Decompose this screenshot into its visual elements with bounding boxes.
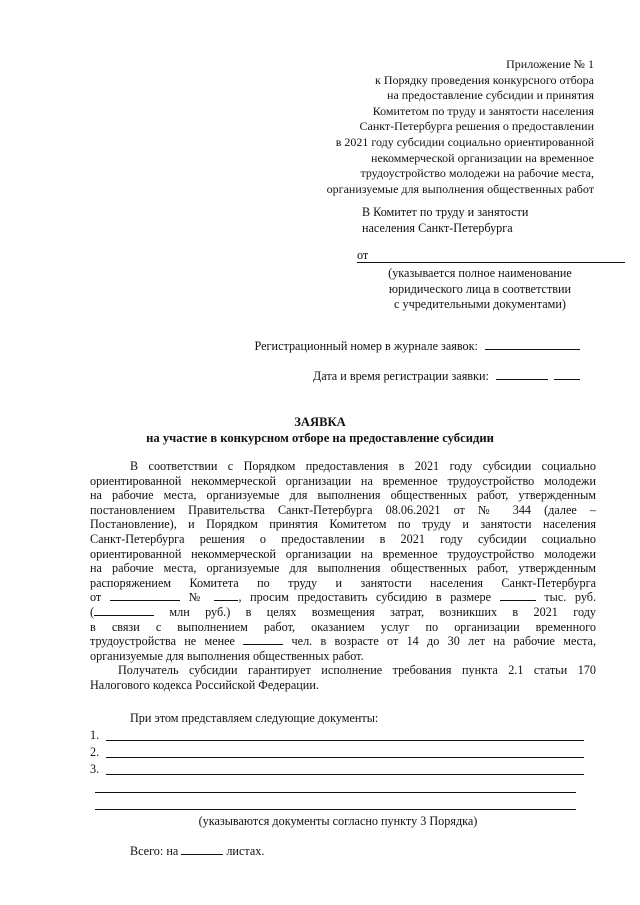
total-suffix: листах. [226,844,265,858]
registration-date-field[interactable] [496,369,548,380]
application-body [90,459,596,693]
document-extra-line[interactable] [95,792,576,793]
total-prefix: Всего: на [130,844,179,858]
document-line-3[interactable] [90,762,584,777]
body-line [90,634,596,649]
body-line: постановлением Правительства Санкт-Петербурга 08.06.2021 от № 344 (далее – [90,502,596,517]
registration-number-label: Регистрационный номер в журнале заявок: [254,339,478,353]
text-from: от [90,590,102,605]
documents-intro: При этом представляем следующие документы: [130,711,379,725]
addressee [362,205,528,236]
from-field[interactable] [357,249,625,263]
registration-time-field[interactable] [554,369,580,380]
note-line: (указывается полное наименование [388,266,572,280]
registration-datetime-label: Дата и время регистрации заявки: [312,369,489,383]
body-line: Постановление), и Порядком принятия Комитетом по труду и занятости населения [90,517,596,532]
from-label: от [357,248,369,262]
header-line: в 2021 году субсидии социально ориентированной [335,134,594,149]
note-line: юридического лица в соответствии [388,281,572,296]
people-count-field[interactable] [243,634,283,645]
document-number: 2. [90,745,100,759]
text-paren: ( [90,604,95,619]
header-line: некоммерческой организации на временное [371,150,594,165]
text-thousand-rub: тыс. руб. [544,590,597,605]
page-subtitle: на участие в конкурсном отборе на предоставление субсидии [146,431,494,445]
document-line-1[interactable] [90,728,584,743]
document-number: 3. [90,762,100,776]
text-million-rub: млн руб.) в целях возмещения затрат, возникших в 2021 году [169,604,596,619]
registration-datetime [313,369,580,384]
header-line: организуемые для выполнения общественных работ [326,181,594,196]
body-line: ориентированной некоммерческой организации на временное трудоустройство молодежи [90,473,596,488]
body-line [90,590,596,605]
body-line: организуемые для выполнения общественных работ. [90,648,364,663]
text-request: , просим предоставить субсидию в размере [238,590,491,605]
body-line: распоряжением Комитета по труду и занятости населения Санкт-Петербурга [90,575,596,590]
header-line: к Порядку проведения конкурсного отбора [375,72,594,87]
body-line: на рабочие места, организуемые для выполнения общественных работ, утвержденным [90,488,596,503]
documents-note: (указываются документы согласно пункту 3 Порядка) [198,814,478,828]
note-line: с учредительными документами) [394,297,566,312]
order-number-field[interactable] [214,590,238,601]
body-line: Санкт-Петербурга решения о предоставлении в 2021 году субсидии социально [90,531,596,546]
document-number: 1. [90,728,100,742]
header-line: на предоставление субсидии и принятия [387,88,594,103]
document-extra-line[interactable] [95,809,576,810]
appendix-header [300,57,594,197]
addressee-line: В Комитет по труду и занятости [362,205,529,219]
body-line: на рабочие места, организуемые для выполнения общественных работ, утвержденным [90,561,596,576]
subsidy-million-field[interactable] [94,605,154,616]
date-field[interactable] [110,590,180,601]
header-line: трудоустройство молодежи на рабочие места, [360,166,594,181]
text-employment: трудоустройства не менее [90,634,235,649]
addressee-line: населения Санкт-Петербурга [362,220,513,235]
document-line-2[interactable] [90,745,584,760]
header-line: Санкт-Петербурга решения о предоставлении [359,119,594,134]
total-sheets [130,844,264,859]
subsidy-thousand-field[interactable] [500,590,536,601]
body-line: ориентированной некоммерческой организации на временное трудоустройство молодежи [90,546,596,561]
text-number: № [188,590,206,605]
registration-number-field[interactable] [485,339,580,350]
guarantee-line: Налогового кодекса Российской Федерации. [90,677,319,692]
page-title: ЗАЯВКА [294,415,346,429]
guarantee-line: Получатель субсидии гарантирует исполнение требования пункта 2.1 статьи 170 [118,663,596,678]
body-line: в связи с выполнением работ, оказанием услуг по организации временного [90,619,596,634]
registration-number [255,339,580,354]
header-line: Комитетом по труду и занятости населения [372,103,594,118]
body-line [90,605,596,620]
header-line: Приложение № 1 [506,57,594,71]
body-line: В соответствии с Порядком предоставления в 2021 году субсидии социально [130,459,596,473]
sheets-count-field[interactable] [181,844,223,855]
from-note [375,266,585,313]
text-age: чел. в возрасте от 14 до 30 лет на рабочие места, [291,634,597,649]
